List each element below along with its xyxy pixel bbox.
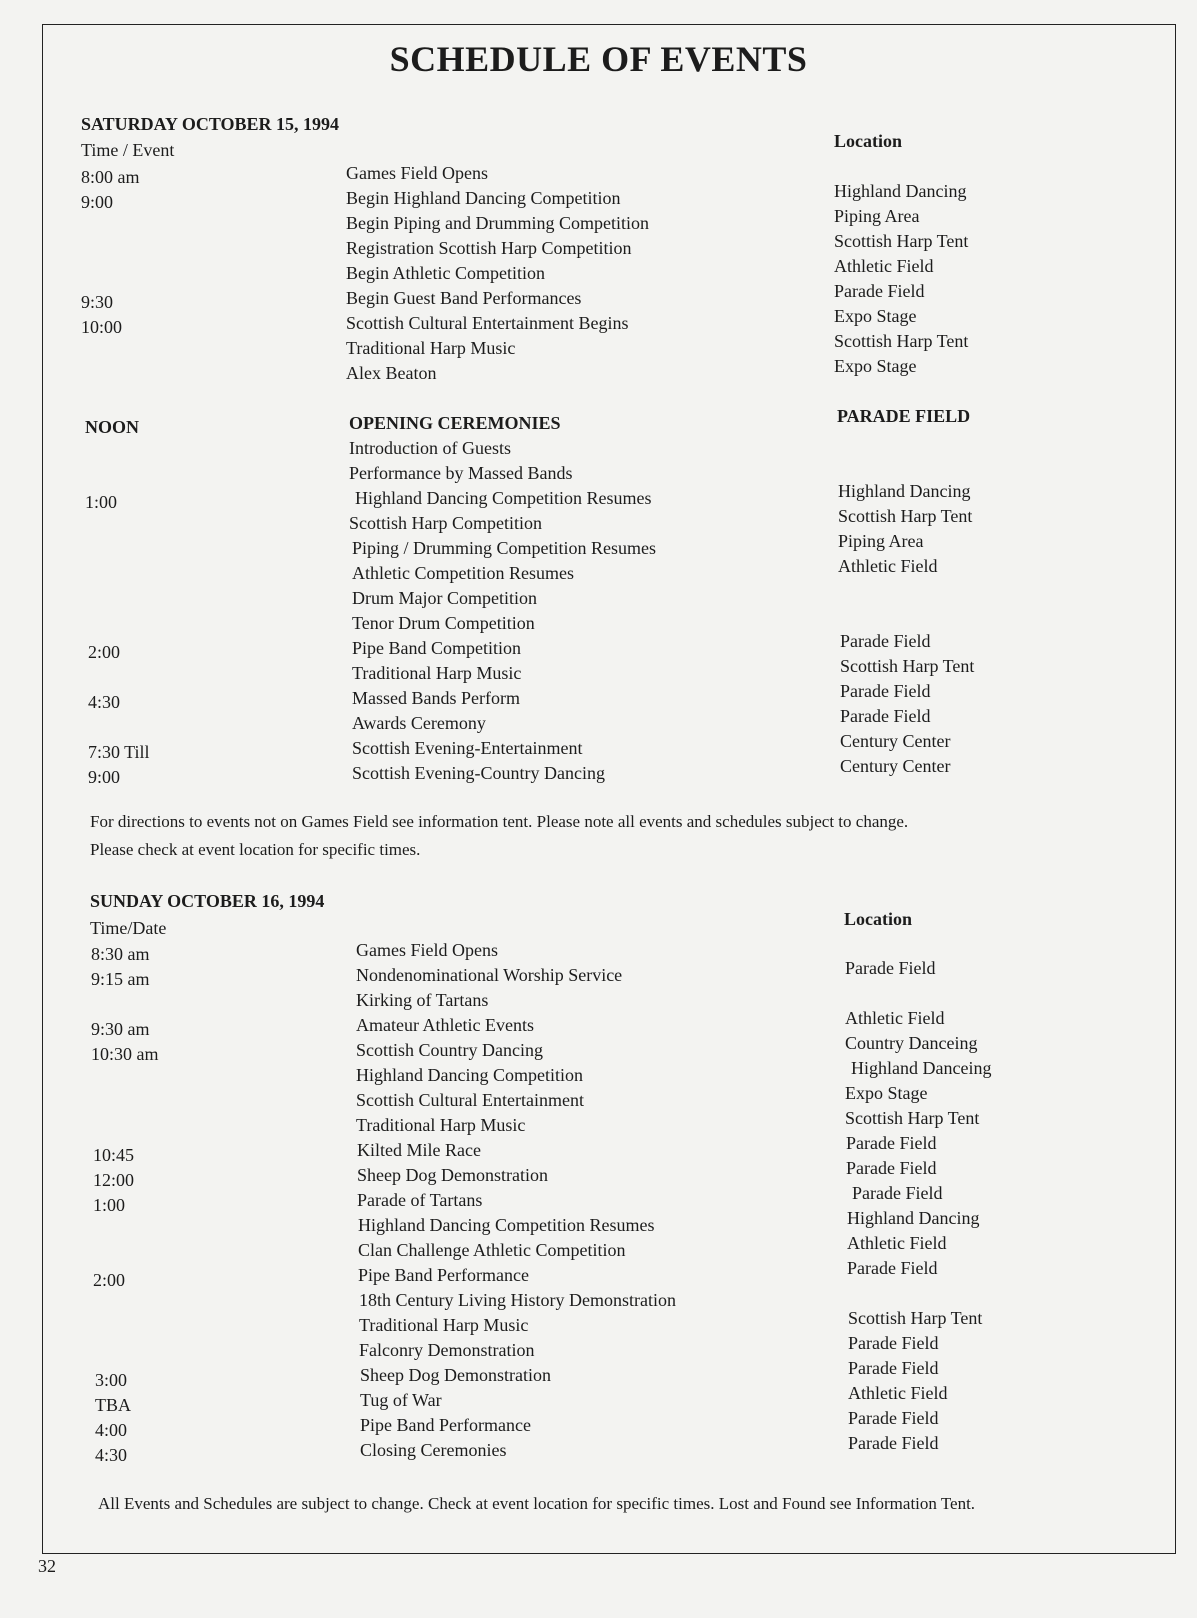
saturday-event: Performance by Massed Bands [349,463,573,483]
sunday-time: 4:00 [95,1420,128,1440]
sunday-event: Amateur Athletic Events [356,1015,534,1035]
saturday-location-heading: PARADE FIELD [837,406,971,426]
saturday-time: 9:00 [81,192,114,212]
saturday-event: Registration Scottish Harp Competition [346,238,632,258]
sunday-location: Athletic Field [847,1233,947,1253]
sunday-event: Highland Dancing Competition Resumes [358,1215,655,1235]
sunday-event: Nondenominational Worship Service [356,965,623,985]
sunday-time: 9:15 am [91,969,150,989]
saturday-event: Alex Beaton [346,363,437,383]
sunday-time: 9:30 am [91,1019,150,1039]
sunday-location: Scottish Harp Tent [848,1308,983,1328]
sunday-event: Parade of Tartans [357,1190,483,1210]
saturday-time: 7:30 Till [88,742,150,762]
saturday-location: Parade Field [834,281,925,301]
sunday-location: Expo Stage [845,1083,928,1103]
sunday-time: 10:45 [93,1145,135,1165]
saturday-event: Begin Piping and Drumming Competition [346,213,649,233]
saturday-location: Scottish Harp Tent [838,506,973,526]
sunday-location: Highland Dancing [847,1208,980,1228]
saturday-location: Century Center [840,731,951,751]
sunday-time: TBA [95,1395,131,1415]
saturday-event: Scottish Harp Competition [349,513,542,533]
sunday-time: 10:30 am [91,1044,159,1064]
saturday-event: Introduction of Guests [349,438,511,458]
page-title: SCHEDULE OF EVENTS [389,39,808,79]
sunday-event: Tug of War [360,1390,442,1410]
saturday-location: Century Center [840,756,951,776]
sunday-location: Parade Field [846,1133,937,1153]
saturday-event: Awards Ceremony [352,713,486,733]
saturday-location: Parade Field [840,706,931,726]
sunday-event: Games Field Opens [356,940,498,960]
saturday-time: 9:30 [81,292,114,312]
saturday-event: Begin Guest Band Performances [346,288,582,308]
saturday-event: Scottish Evening-Country Dancing [352,763,605,783]
sunday-time: 1:00 [93,1195,126,1215]
saturday-date-heading: SATURDAY OCTOBER 15, 1994 [81,114,340,134]
saturday-location: Scottish Harp Tent [834,231,969,251]
sunday-event: Scottish Cultural Entertainment [356,1090,584,1110]
sunday-location: Parade Field [848,1408,939,1428]
saturday-event: Highland Dancing Competition Resumes [355,488,652,508]
footer-note: All Events and Schedules are subject to change. Check at event location for specific times. Lost and Found see Information Tent. [98,1494,976,1513]
sunday-time: 12:00 [93,1170,135,1190]
saturday-location: Highland Dancing [838,481,971,501]
saturday-location: Athletic Field [838,556,938,576]
sunday-location: Parade Field [848,1433,939,1453]
sunday-location: Highland Danceing [851,1058,992,1078]
sunday-event: 18th Century Living History Demonstration [359,1290,676,1310]
saturday-event: Pipe Band Competition [352,638,521,658]
saturday-time: 4:30 [88,692,121,712]
saturday-event: Drum Major Competition [352,588,537,608]
saturday-time: 1:00 [85,492,118,512]
sunday-event: Sheep Dog Demonstration [357,1165,548,1185]
sunday-event: Pipe Band Performance [358,1265,529,1285]
sunday-location: Athletic Field [845,1008,945,1028]
sunday-location: Athletic Field [848,1383,948,1403]
sunday-event: Closing Ceremonies [360,1440,507,1460]
sunday-location: Parade Field [846,1158,937,1178]
saturday-location: Parade Field [840,631,931,651]
saturday-note: For directions to events not on Games Field see information tent. Please note all events and schedules subject to change. [90,812,909,831]
saturday-location: Piping Area [838,531,924,551]
sunday-time: 3:00 [95,1370,128,1390]
sunday-location: Parade Field [852,1183,943,1203]
sunday-event: Scottish Country Dancing [356,1040,543,1060]
saturday-location: Expo Stage [834,306,917,326]
sunday-time: 2:00 [93,1270,126,1290]
sunday-event: Kirking of Tartans [356,990,489,1010]
saturday-location-heading: Location [834,131,903,151]
saturday-event: Traditional Harp Music [346,338,516,358]
saturday-event: Tenor Drum Competition [352,613,535,633]
saturday-event: Athletic Competition Resumes [352,563,574,583]
saturday-time: 9:00 [88,767,121,787]
sunday-event: Pipe Band Performance [360,1415,531,1435]
sunday-location: Country Danceing [845,1033,978,1053]
sunday-location: Parade Field [845,958,936,978]
sunday-location: Parade Field [848,1358,939,1378]
saturday-location: Scottish Harp Tent [840,656,975,676]
saturday-event: Scottish Evening-Entertainment [352,738,583,758]
sunday-date-heading: SUNDAY OCTOBER 16, 1994 [90,891,325,911]
saturday-location: Piping Area [834,206,920,226]
sunday-event: Falconry Demonstration [359,1340,535,1360]
saturday-event: Massed Bands Perform [352,688,520,708]
page-number: 32 [38,1556,56,1576]
sunday-event: Kilted Mile Race [357,1140,481,1160]
saturday-location: Parade Field [840,681,931,701]
saturday-time: 2:00 [88,642,121,662]
sunday-location-heading: Location [844,909,913,929]
sunday-location: Parade Field [847,1258,938,1278]
saturday-location: Highland Dancing [834,181,967,201]
sunday-event: Highland Dancing Competition [356,1065,583,1085]
saturday-location: Expo Stage [834,356,917,376]
saturday-event: Scottish Cultural Entertainment Begins [346,313,629,333]
saturday-location: Scottish Harp Tent [834,331,969,351]
saturday-note: Please check at event location for specific times. [90,840,421,859]
saturday-event: Games Field Opens [346,163,488,183]
saturday-event: Piping / Drumming Competition Resumes [352,538,657,558]
sunday-location: Scottish Harp Tent [845,1108,980,1128]
sunday-location: Parade Field [848,1333,939,1353]
saturday-time: NOON [85,417,139,437]
saturday-event: Begin Highland Dancing Competition [346,188,621,208]
sunday-event: Traditional Harp Music [359,1315,529,1335]
sunday-event: Traditional Harp Music [356,1115,526,1135]
sunday-column-heading: Time/Date [90,918,167,938]
sunday-time: 8:30 am [91,944,150,964]
saturday-event-heading: OPENING CEREMONIES [349,413,561,433]
saturday-event: Traditional Harp Music [352,663,522,683]
saturday-location: Athletic Field [834,256,934,276]
saturday-event: Begin Athletic Competition [346,263,545,283]
saturday-column-heading: Time / Event [81,140,175,160]
saturday-time: 10:00 [81,317,123,337]
saturday-time: 8:00 am [81,167,140,187]
sunday-event: Sheep Dog Demonstration [360,1365,551,1385]
sunday-time: 4:30 [95,1445,128,1465]
sunday-event: Clan Challenge Athletic Competition [358,1240,626,1260]
